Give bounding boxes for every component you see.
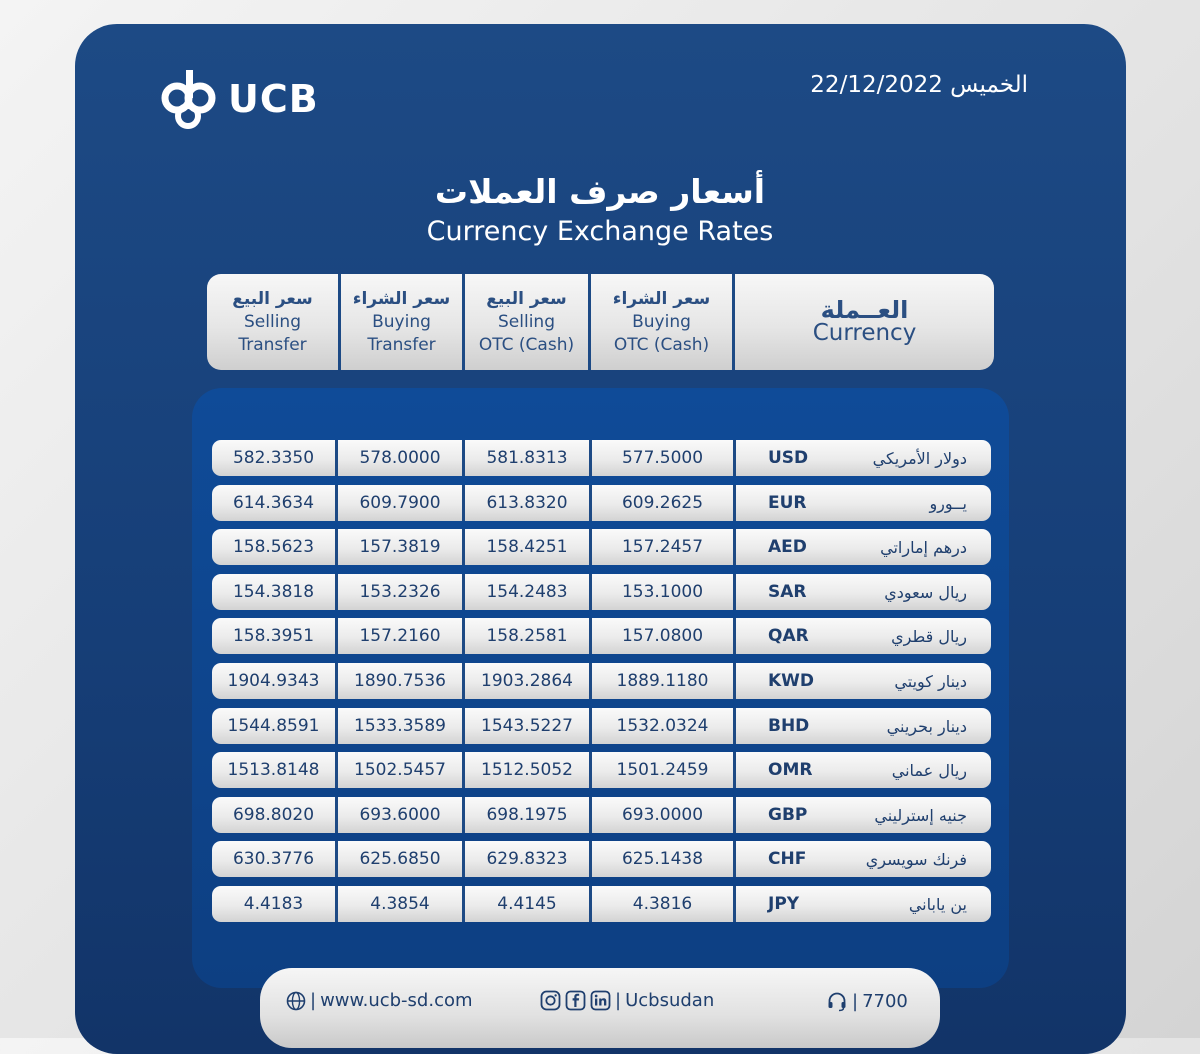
buying-transfer-cell: 1533.3589 [338,708,465,744]
table-row [212,841,991,877]
buying-otc-cell: 1532.0324 [592,708,736,744]
selling-otc-cell: 4.4145 [465,886,592,922]
buying-otc-cell: 577.5000 [592,440,736,476]
currency-code: USD [768,448,809,468]
header-selling-otc [465,274,591,370]
currency-name: ين ياباني [908,894,967,914]
selling-transfer-cell: 630.3776 [212,841,338,877]
buying-transfer-cell: 157.3819 [338,529,465,565]
selling-otc-cell: 581.8313 [465,440,592,476]
linkedin-icon[interactable] [590,990,611,1011]
header-label-en-2: OTC (Cash) [613,334,710,355]
currency-code: BHD [768,716,810,736]
selling-otc-cell: 1903.2864 [465,663,592,699]
buying-transfer-cell: 693.6000 [338,797,465,833]
table-row [212,797,991,833]
phone-number[interactable]: 7700 [862,990,908,1012]
header-label-ar: سعر البيع [232,288,313,309]
selling-otc-cell: 158.4251 [465,529,592,565]
currency-code: KWD [768,671,815,691]
buying-otc-cell: 609.2625 [592,485,736,521]
currency-cell [736,886,991,922]
table-row [212,886,991,922]
table-header [207,274,994,370]
facebook-icon[interactable] [565,990,586,1011]
currency-name: جنيه إسترليني [874,805,967,825]
page-title-english: Currency Exchange Rates [426,216,774,247]
currency-cell [736,529,991,565]
table-row [212,618,991,654]
buying-otc-cell: 1501.2459 [592,752,736,788]
buying-otc-cell: 1889.1180 [592,663,736,699]
selling-otc-cell: 1512.5052 [465,752,592,788]
currency-cell [736,485,991,521]
selling-transfer-cell: 154.3818 [212,574,338,610]
footer-phone[interactable] [826,990,908,1012]
currency-name: درهم إماراتي [880,537,967,557]
table-row [212,663,991,699]
currency-cell [736,440,991,476]
header-label-ar: العــملة [820,296,909,324]
currency-name: ريال عماني [891,760,967,780]
header-label-en-2: OTC (Cash) [478,334,575,355]
selling-otc-cell: 613.8320 [465,485,592,521]
currency-name: ريال سعودي [884,582,967,602]
header-label-en: Selling [244,311,301,332]
currency-name: فرنك سويسري [865,849,967,869]
header-label-ar: سعر البيع [486,288,567,309]
selling-otc-cell: 154.2483 [465,574,592,610]
buying-transfer-cell: 1890.7536 [338,663,465,699]
currency-code: QAR [768,626,809,646]
divider: | [615,990,622,1011]
currency-code: EUR [768,493,807,513]
date-label: الخميس 22/12/2022 [810,72,1028,98]
currency-cell [736,797,991,833]
header-label-ar: سعر الشراء [352,288,451,309]
header-buying-transfer [341,274,465,370]
buying-otc-cell: 157.0800 [592,618,736,654]
selling-transfer-cell: 4.4183 [212,886,338,922]
currency-name: ريال قطري [891,626,967,646]
social-handle[interactable]: Ucbsudan [625,990,715,1011]
buying-otc-cell: 157.2457 [592,529,736,565]
selling-transfer-cell: 582.3350 [212,440,338,476]
currency-name: دولار الأمريكي [872,448,967,468]
currency-cell [736,752,991,788]
header-label-en-2: Transfer [367,334,436,355]
buying-otc-cell: 4.3816 [592,886,736,922]
selling-transfer-cell: 1904.9343 [212,663,338,699]
divider: | [310,990,317,1011]
currency-cell [736,574,991,610]
currency-code: AED [768,537,807,557]
table-row [212,574,991,610]
selling-otc-cell: 1543.5227 [465,708,592,744]
header-label-en: Buying [632,311,691,332]
buying-transfer-cell: 625.6850 [338,841,465,877]
divider: | [852,990,859,1012]
brand-name: UCB [228,77,319,121]
selling-transfer-cell: 158.5623 [212,529,338,565]
table-row [212,440,991,476]
selling-transfer-cell: 1513.8148 [212,752,338,788]
selling-transfer-cell: 698.8020 [212,797,338,833]
buying-transfer-cell: 153.2326 [338,574,465,610]
currency-cell [736,663,991,699]
header-label-ar: سعر الشراء [612,288,711,309]
selling-otc-cell: 698.1975 [465,797,592,833]
page-title-arabic: أسعار صرف العملات [434,172,766,211]
table-row [212,708,991,744]
currency-cell [736,618,991,654]
buying-transfer-cell: 157.2160 [338,618,465,654]
header-selling-transfer [207,274,341,370]
selling-transfer-cell: 158.3951 [212,618,338,654]
table-row [212,752,991,788]
footer-social[interactable] [540,990,714,1011]
selling-transfer-cell: 614.3634 [212,485,338,521]
selling-otc-cell: 629.8323 [465,841,592,877]
currency-name: دينار كويتي [894,671,967,691]
buying-transfer-cell: 1502.5457 [338,752,465,788]
ucb-logo [160,66,319,132]
currency-code: GBP [768,805,808,825]
instagram-icon[interactable] [540,990,561,1011]
header-label-en: Currency [812,320,917,346]
currency-name: دينار بحريني [886,716,967,736]
buying-otc-cell: 153.1000 [592,574,736,610]
currency-cell [736,841,991,877]
header-currency [735,274,994,370]
buying-transfer-cell: 578.0000 [338,440,465,476]
globe-icon [286,991,306,1011]
header-buying-otc [591,274,735,370]
currency-code: SAR [768,582,807,602]
selling-otc-cell: 158.2581 [465,618,592,654]
currency-code: JPY [768,894,800,914]
header-label-en-2: Transfer [238,334,307,355]
buying-otc-cell: 625.1438 [592,841,736,877]
website-link[interactable]: www.ucb-sd.com [320,990,473,1011]
footer-website[interactable] [286,990,473,1011]
buying-otc-cell: 693.0000 [592,797,736,833]
currency-cell [736,708,991,744]
table-row [212,485,991,521]
headset-icon [826,990,848,1012]
buying-transfer-cell: 4.3854 [338,886,465,922]
header-label-en: Selling [498,311,555,332]
table-row [212,529,991,565]
selling-transfer-cell: 1544.8591 [212,708,338,744]
currency-code: OMR [768,760,813,780]
currency-name: يــورو [929,493,967,513]
header-label-en: Buying [372,311,431,332]
currency-code: CHF [768,849,807,869]
ucb-logo-mark-icon [160,68,222,130]
buying-transfer-cell: 609.7900 [338,485,465,521]
